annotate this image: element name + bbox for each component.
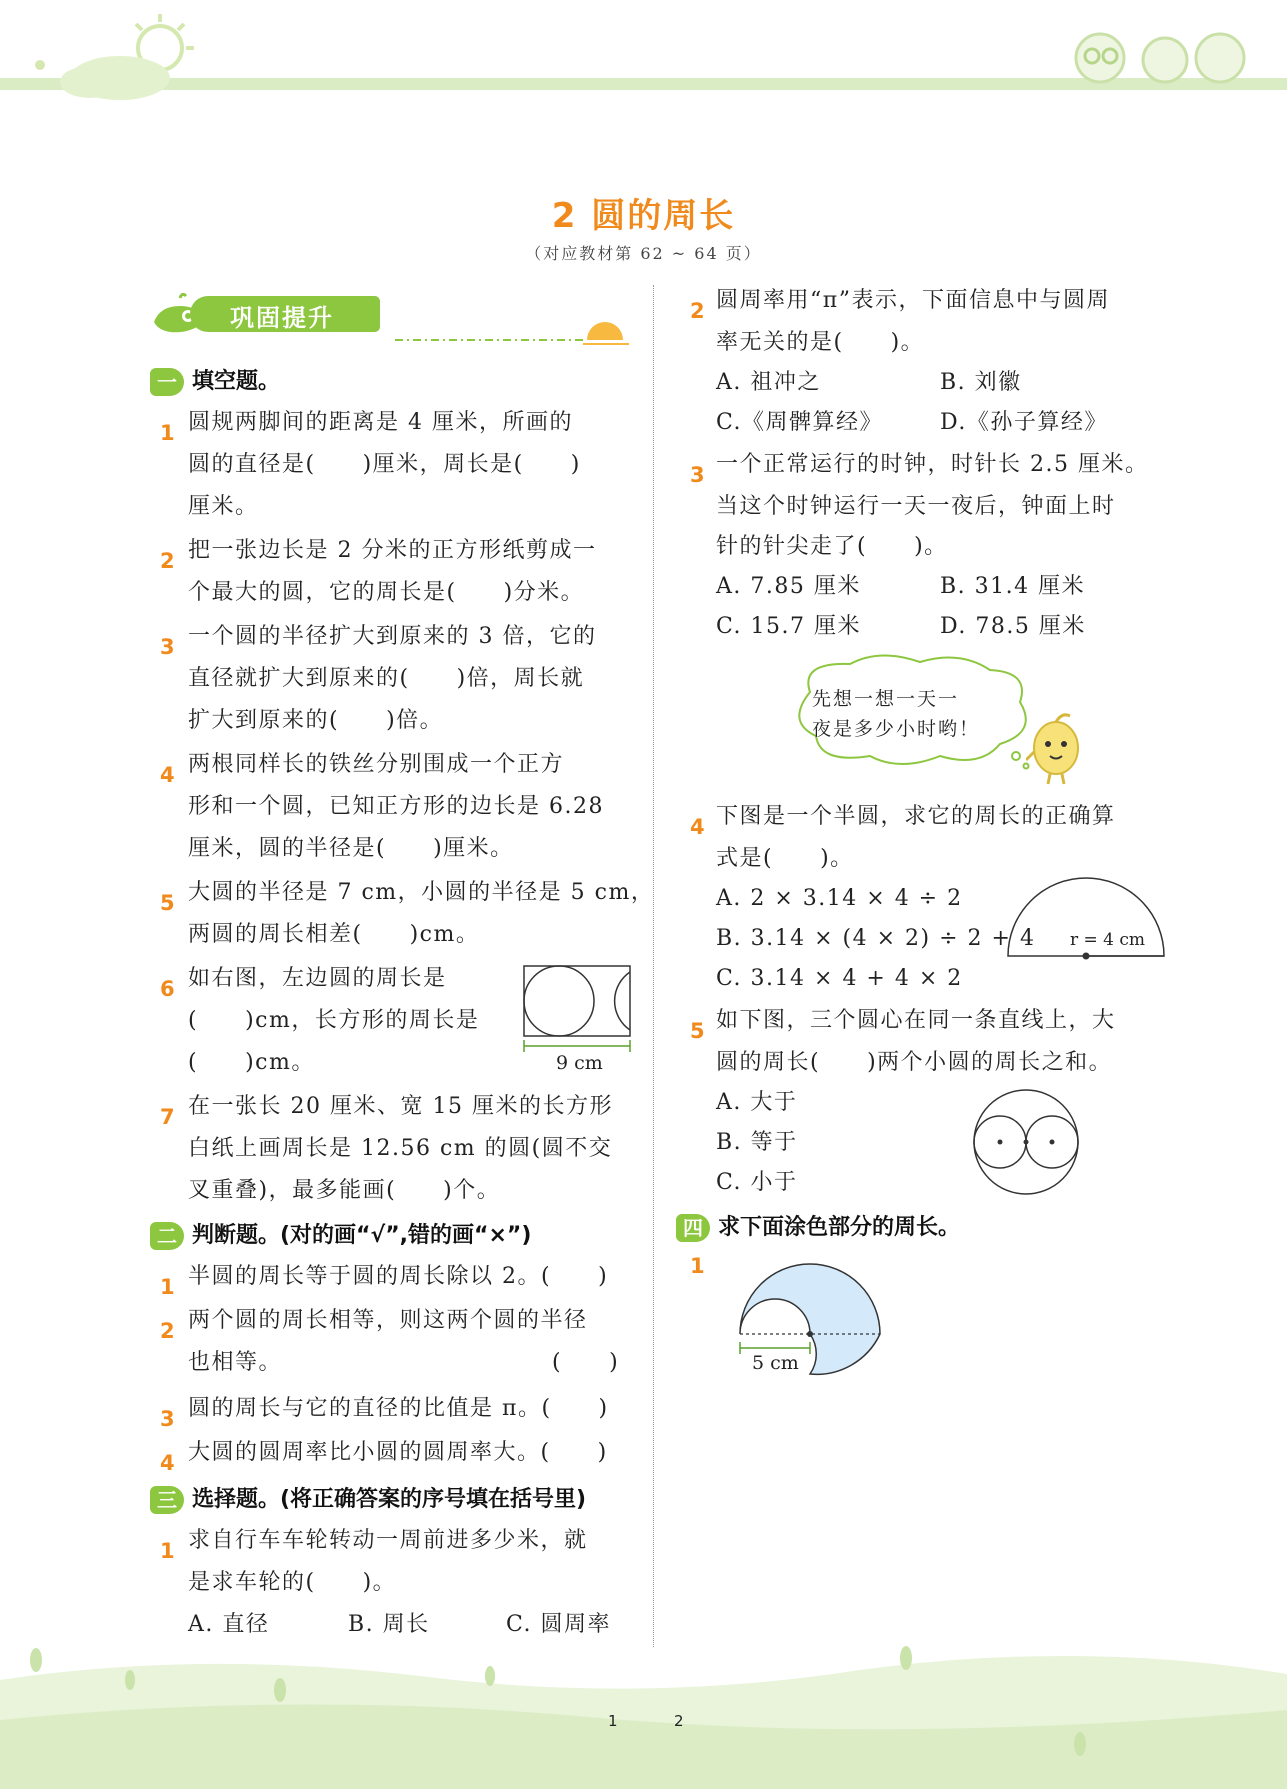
question-text: 两根同样长的铁丝分别围成一个正方 bbox=[188, 752, 565, 777]
question-text: 叉重叠)，最多能画( )个。 bbox=[188, 1178, 501, 1203]
section-label: 选择题。(将正确答案的序号填在括号里) bbox=[192, 1487, 587, 1512]
question-text: 半圆的周长等于圆的周长除以 2。( ) bbox=[188, 1264, 609, 1289]
option-a: A. 祖冲之 bbox=[716, 370, 821, 395]
bubble-text bbox=[812, 684, 980, 744]
question-number: 4 bbox=[690, 815, 707, 839]
question-number: 3 bbox=[690, 463, 707, 487]
section-fill bbox=[150, 364, 280, 396]
question-text: 两圆的周长相差( )cm。 bbox=[188, 922, 480, 947]
section-label: 判断题。(对的画“√”,错的画“×”) bbox=[192, 1223, 532, 1248]
question-number: 7 bbox=[160, 1105, 177, 1129]
question-text: 大圆的圆周率比小圆的圆周率大。( ) bbox=[188, 1440, 608, 1465]
question-number: 2 bbox=[690, 299, 707, 323]
option-c: C. 小于 bbox=[716, 1170, 798, 1195]
question-number: 2 bbox=[160, 549, 177, 573]
section-badge: 四 bbox=[676, 1214, 710, 1242]
bubble-line: 夜是多少小时哟！ bbox=[812, 718, 981, 740]
question-text: 白纸上画周长是 12.56 cm 的圆(圆不交 bbox=[188, 1136, 613, 1161]
question-text: 如右图，左边圆的周长是 bbox=[188, 966, 447, 991]
question-number: 4 bbox=[160, 1451, 177, 1475]
question-text: 针的针尖走了( )。 bbox=[716, 534, 948, 559]
option-a: A. 大于 bbox=[716, 1090, 798, 1115]
question-text: 形和一个圆，已知正方形的边长是 6.28 bbox=[188, 794, 604, 819]
question-text: 两个圆的周长相等，则这两个圆的半径 bbox=[188, 1308, 588, 1333]
section-badge: 一 bbox=[150, 368, 184, 396]
section-label: 填空题。 bbox=[192, 369, 281, 394]
section-choice bbox=[150, 1482, 586, 1514]
question-number: 4 bbox=[160, 763, 177, 787]
mascot-icon bbox=[1026, 706, 1088, 786]
question-number: 1 bbox=[160, 421, 177, 445]
section-judge bbox=[150, 1218, 531, 1250]
dash-line-sun bbox=[395, 318, 635, 348]
question-text: 率无关的是( )。 bbox=[716, 330, 925, 355]
column-divider bbox=[653, 285, 654, 1647]
option-c: C. 3.14 × 4 + 4 × 2 bbox=[716, 966, 963, 991]
question-text: 式是( )。 bbox=[716, 846, 854, 871]
three-circles-figure bbox=[970, 1086, 1082, 1198]
section-badge: 三 bbox=[150, 1486, 184, 1514]
question-text: 在一张长 20 厘米、宽 15 厘米的长方形 bbox=[188, 1094, 613, 1119]
option-a: A. 直径 bbox=[188, 1612, 270, 1637]
question-number: 3 bbox=[160, 1407, 177, 1431]
option-b: B. 31.4 厘米 bbox=[940, 574, 1086, 599]
question-number: 5 bbox=[690, 1019, 707, 1043]
animal-faces-decoration bbox=[1060, 18, 1260, 88]
semicircle-figure bbox=[1004, 876, 1168, 966]
option-c: C. 圆周率 bbox=[506, 1612, 612, 1637]
question-text: 扩大到原来的( )倍。 bbox=[188, 708, 444, 733]
section-badge: 二 bbox=[150, 1222, 184, 1250]
question-number: 5 bbox=[160, 891, 177, 915]
question-number: 1 bbox=[160, 1539, 177, 1563]
question-text: 当这个时钟运行一天一夜后，钟面上时 bbox=[716, 494, 1116, 519]
landscape-decoration bbox=[0, 1640, 1287, 1789]
option-b: B. 刘徽 bbox=[940, 370, 1022, 395]
question-text: 圆的直径是( )厘米，周长是( ) bbox=[188, 452, 581, 477]
question-text: 是求车轮的( )。 bbox=[188, 1570, 397, 1595]
title-block bbox=[0, 188, 1287, 264]
question-number: 6 bbox=[160, 977, 177, 1001]
option-d: D. 78.5 厘米 bbox=[940, 614, 1086, 639]
question-number: 3 bbox=[160, 635, 177, 659]
question-text: 一个正常运行的时钟，时针长 2.5 厘米。 bbox=[716, 452, 1149, 477]
question-text: 把一张边长是 2 分米的正方形纸剪成一 bbox=[188, 538, 597, 563]
question-text: 大圆的半径是 7 cm，小圆的半径是 5 cm， bbox=[188, 880, 655, 905]
banner-label: 巩固提升 bbox=[230, 304, 334, 332]
answer-paren: ( ) bbox=[552, 1350, 620, 1375]
option-d: D.《孙子算经》 bbox=[940, 410, 1108, 435]
page-title: 2 圆的周长 bbox=[551, 196, 736, 236]
bubble-line: 先想一想一天一 bbox=[812, 688, 960, 710]
option-a: A. 7.85 厘米 bbox=[716, 574, 861, 599]
option-b: B. 3.14 × (4 × 2) ÷ 2 + 4 bbox=[716, 926, 1036, 951]
question-text: 圆规两脚间的距离是 4 厘米，所画的 bbox=[188, 410, 573, 435]
section-label: 求下面涂色部分的周长。 bbox=[718, 1215, 961, 1240]
question-text: 也相等。 bbox=[188, 1350, 283, 1375]
question-text: 直径就扩大到原来的( )倍，周长就 bbox=[188, 666, 585, 691]
radius-label: r = 4 cm bbox=[1070, 930, 1146, 950]
question-text: 厘米，圆的半径是( )厘米。 bbox=[188, 836, 514, 861]
question-number: 1 bbox=[160, 1275, 177, 1299]
question-text: ( )cm，长方形的周长是 bbox=[188, 1008, 480, 1033]
option-b: B. 等于 bbox=[716, 1130, 798, 1155]
section-banner bbox=[150, 292, 390, 338]
section-shade bbox=[676, 1210, 960, 1242]
dimension-label: 5 cm bbox=[752, 1352, 799, 1374]
question-text: 圆的周长( )两个小圆的周长之和。 bbox=[716, 1050, 1113, 1075]
question-text: 求自行车车轮转动一周前进多少米，就 bbox=[188, 1528, 588, 1553]
page-number-right: 2 bbox=[674, 1712, 684, 1730]
question-text: 厘米。 bbox=[188, 494, 259, 519]
question-text: 个最大的圆，它的周长是( )分米。 bbox=[188, 580, 585, 605]
option-c: C. 15.7 厘米 bbox=[716, 614, 862, 639]
sun-cloud-decoration bbox=[20, 10, 220, 110]
option-a: A. 2 × 3.14 × 4 ÷ 2 bbox=[716, 886, 963, 911]
option-c: C.《周髀算经》 bbox=[716, 410, 884, 435]
question-text: 如下图，三个圆心在同一条直线上，大 bbox=[716, 1008, 1116, 1033]
question-text: 圆的周长与它的直径的比值是 π。( ) bbox=[188, 1396, 609, 1421]
question-number: 2 bbox=[160, 1319, 177, 1343]
page-subtitle: （对应教材第 62 ~ 64 页） bbox=[525, 244, 762, 263]
question-text: 圆周率用“π”表示，下面信息中与圆周 bbox=[716, 288, 1110, 313]
option-b: B. 周长 bbox=[348, 1612, 430, 1637]
question-number: 1 bbox=[690, 1254, 705, 1278]
question-text: 下图是一个半圆，求它的周长的正确算 bbox=[716, 804, 1116, 829]
page-number-left: 1 bbox=[608, 1712, 618, 1730]
dimension-label: 9 cm bbox=[556, 1052, 603, 1074]
question-text: 一个圆的半径扩大到原来的 3 倍，它的 bbox=[188, 624, 597, 649]
question-text: ( )cm。 bbox=[188, 1050, 315, 1075]
